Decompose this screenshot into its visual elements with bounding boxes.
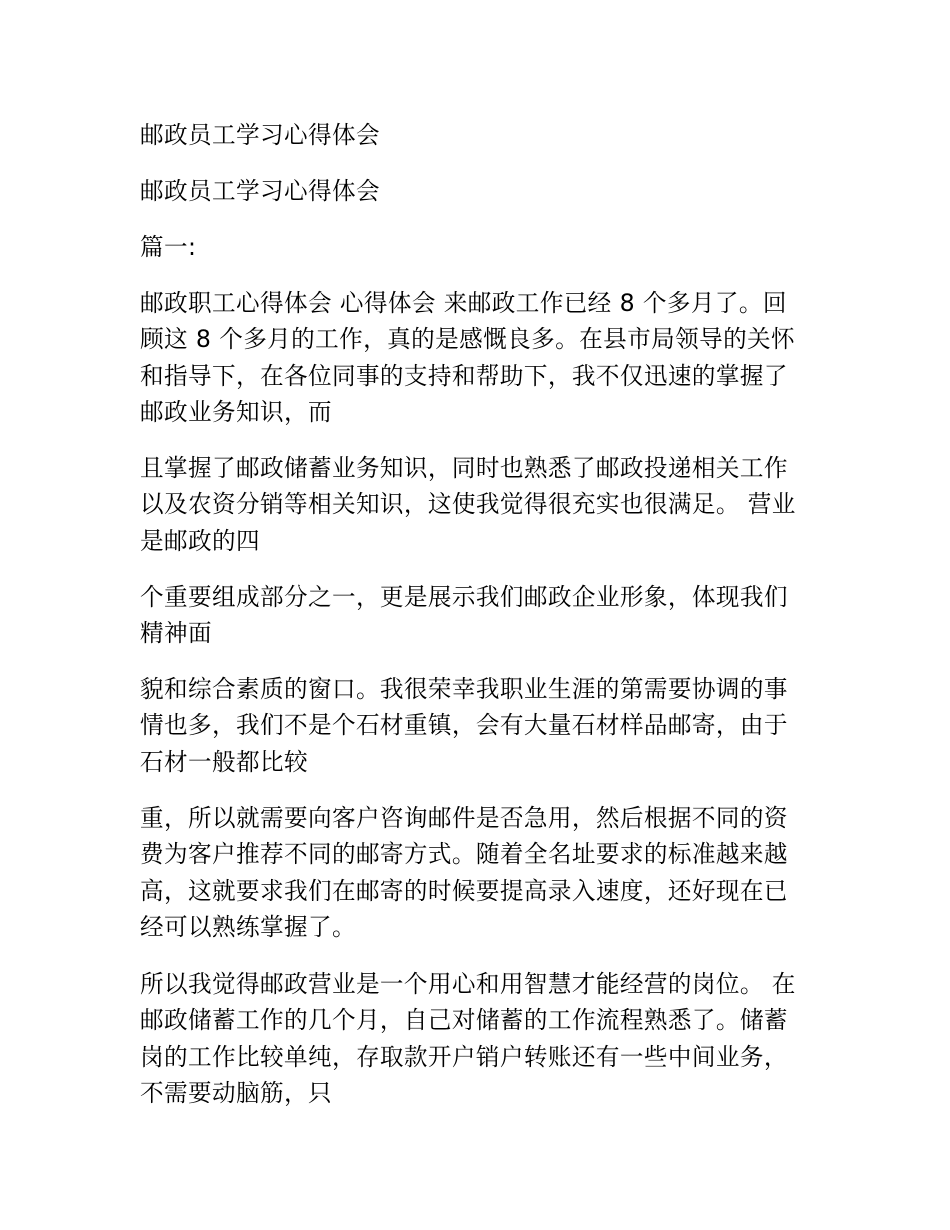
paragraph-6 (140, 966, 796, 1112)
document-subtitle: 邮政员工学习心得体会 (140, 177, 380, 205)
paragraph-line: 邮政职工心得体会 心得体会 来邮政工作已经 8 个多月了。回 (140, 289, 787, 317)
paragraph-line: 不需要动脑筋，只 (140, 1079, 332, 1108)
paragraph-line: 邮政业务知识，而 (140, 398, 332, 427)
paragraph-2 (140, 450, 796, 559)
paragraph-5 (140, 800, 788, 946)
paragraph-line: 重，所以就需要向客户咨询邮件是否急用，然后根据不同的资 (140, 804, 788, 832)
paragraph-line: 是邮政的四 (140, 526, 260, 555)
document-title: 邮政员工学习心得体会 (140, 121, 380, 149)
paragraph-line: 岗的工作比较单纯，存取款开户销户转账还有一些中间业务， (140, 1042, 788, 1071)
paragraph-line: 顾这 8 个多月的工作，真的是感慨良多。在县市局领导的关怀 (140, 325, 796, 354)
paragraph-line: 邮政储蓄工作的几个月，自己对储蓄的工作流程熟悉了。储蓄 (140, 1006, 788, 1035)
paragraph-line: 情也多，我们不是个石材重镇，会有大量石材样品邮寄，由于 (140, 711, 788, 740)
section-heading: 篇一: (140, 233, 197, 261)
paragraph-3 (140, 579, 788, 652)
paragraph-4 (140, 671, 788, 780)
paragraph-line: 所以我觉得邮政营业是一个用心和用智慧才能经营的岗位。 在 (140, 970, 796, 998)
paragraph-line: 精神面 (140, 619, 212, 648)
paragraph-line: 貌和综合素质的窗口。我很荣幸我职业生涯的第需要协调的事 (140, 675, 788, 703)
paragraph-line: 石材一般都比较 (140, 747, 308, 776)
paragraph-line: 费为客户推荐不同的邮寄方式。随着全名址要求的标准越来越 (140, 840, 788, 869)
paragraph-line: 个重要组成部分之一，更是展示我们邮政企业形象，体现我们 (140, 583, 788, 611)
paragraph-line: 且掌握了邮政储蓄业务知识，同时也熟悉了邮政投递相关工作 (140, 454, 788, 482)
paragraph-line: 高，这就要求我们在邮寄的时候要提高录入速度，还好现在已 (140, 876, 788, 905)
paragraph-line: 以及农资分销等相关知识，这使我觉得很充实也很满足。 营业 (140, 490, 796, 519)
paragraph-line: 经可以熟练掌握了。 (140, 913, 356, 942)
paragraph-1 (140, 285, 795, 431)
paragraph-line: 和指导下，在各位同事的支持和帮助下，我不仅迅速的掌握了 (140, 361, 788, 390)
